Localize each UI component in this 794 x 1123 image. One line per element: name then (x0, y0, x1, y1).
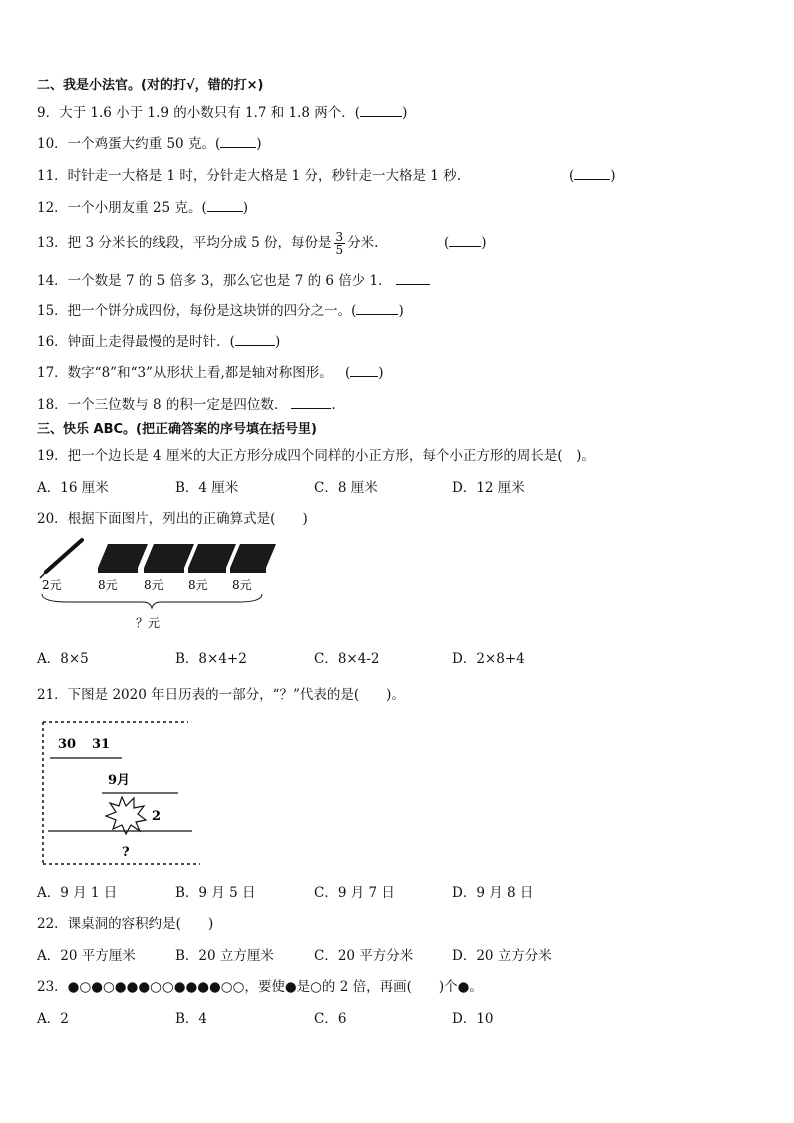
total-label: ？元 (136, 616, 161, 630)
option-c[interactable]: C．6 (314, 1011, 347, 1027)
option-c[interactable]: C．20 平方分米 (314, 948, 414, 964)
question-19: 19．把一个边长是 4 厘米的大正方形分成四个同样的小正方形，每个小正方形的周长是( )。 (37, 448, 595, 464)
option-a[interactable]: A．20 平方厘米 (37, 948, 136, 964)
option-c[interactable]: C．8×4-2 (314, 651, 380, 667)
question-23: 23．●○●○●●●○○●●●●○○，要使●是○的 2 倍，再画( )个●。 (37, 979, 483, 995)
answer-blank-14[interactable] (396, 272, 430, 285)
option-d[interactable]: D．10 (452, 1011, 494, 1027)
total-brace (42, 594, 262, 608)
question-21: 21．下图是 2020 年日历表的一部分，“？”代表的是( )。 (37, 687, 405, 703)
unknown-date: ? (122, 845, 130, 860)
burst-icon (106, 797, 146, 834)
question-22: 22．课桌洞的容积约是( ) (37, 916, 214, 932)
question-10: 10．一个鸡蛋大约重 50 克。( ) (37, 136, 262, 152)
pen-price: 2元 (42, 578, 62, 592)
option-b[interactable]: B．4 (175, 1011, 208, 1027)
answer-blank-18[interactable] (291, 396, 331, 409)
question-16: 16．钟面上走得最慢的是时针．( ) (37, 334, 281, 350)
option-c[interactable]: C．9 月 7 日 (314, 885, 395, 901)
option-c[interactable]: C．8 厘米 (314, 480, 378, 496)
answer-blank-13[interactable] (449, 234, 481, 247)
question-15: 15．把一个饼分成四份，每份是这块饼的四分之一。( ) (37, 303, 404, 319)
answer-blank-11[interactable] (574, 167, 610, 180)
option-d[interactable]: D．9 月 8 日 (452, 885, 534, 901)
question-18: 18．一个三位数与 8 的积一定是四位数． . (37, 397, 336, 413)
books-icon (98, 544, 276, 573)
option-b[interactable]: B．4 厘米 (175, 480, 239, 496)
section-2-title: 二、我是小法官。(对的打√，错的打×) (37, 78, 264, 93)
date-2: 2 (152, 809, 162, 824)
question-20: 20．根据下面图片，列出的正确算式是( ) (37, 511, 308, 527)
answer-blank-9[interactable] (360, 104, 402, 117)
question-13: 13．把 3 分米长的线段，平均分成 5 份，每份是 $\frac{3}{5}$ 分米. ( ) (37, 230, 487, 257)
option-a[interactable]: A．8×5 (37, 651, 89, 667)
option-a[interactable]: A．9 月 1 日 (37, 885, 118, 901)
question-11: 11．时针走一大格是 1 时，分针走大格是 1 分，秒针走一大格是 1 秒. ( ) (37, 168, 616, 184)
fraction-three-fifths: $\frac{3}{5}$ (335, 230, 344, 257)
book-price-4: 8元 (232, 578, 252, 592)
date-30: 30 (58, 737, 77, 752)
question-14: 14．一个数是 7 的 5 倍多 3，那么它也是 7 的 6 倍少 1． (37, 272, 430, 290)
book-price-2: 8元 (144, 578, 164, 592)
answer-blank-17[interactable] (350, 364, 378, 377)
option-b[interactable]: B．20 立方厘米 (175, 948, 274, 964)
book-price-3: 8元 (188, 578, 208, 592)
option-a[interactable]: A．16 厘米 (37, 480, 109, 496)
option-a[interactable]: A．2 (37, 1011, 69, 1027)
question-12: 12．一个小朋友重 25 克。( ) (37, 200, 248, 216)
answer-blank-10[interactable] (220, 135, 256, 148)
question-9: 9．大于 1.6 小于 1.9 的小数只有 1.7 和 1.8 两个．( ) (37, 105, 408, 121)
section-3-title: 三、快乐 ABC。(把正确答案的序号填在括号里) (37, 422, 317, 437)
option-d[interactable]: D．12 厘米 (452, 480, 525, 496)
option-d[interactable]: D．20 立方分米 (452, 948, 552, 964)
option-b[interactable]: B．8×4+2 (175, 651, 247, 667)
pen-icon (40, 540, 82, 578)
answer-blank-16[interactable] (235, 333, 275, 346)
option-d[interactable]: D．2×8+4 (452, 651, 525, 667)
month-label: 9月 (108, 773, 131, 788)
calendar-figure (40, 718, 202, 868)
answer-blank-12[interactable] (207, 199, 243, 212)
date-31: 31 (92, 737, 111, 752)
book-price-1: 8元 (98, 578, 118, 592)
option-b[interactable]: B．9 月 5 日 (175, 885, 256, 901)
question-17: 17．数字“8”和“3”从形状上看,都是轴对称图形。 ( ) (37, 365, 384, 381)
answer-blank-15[interactable] (356, 302, 398, 315)
price-figure (38, 536, 278, 636)
